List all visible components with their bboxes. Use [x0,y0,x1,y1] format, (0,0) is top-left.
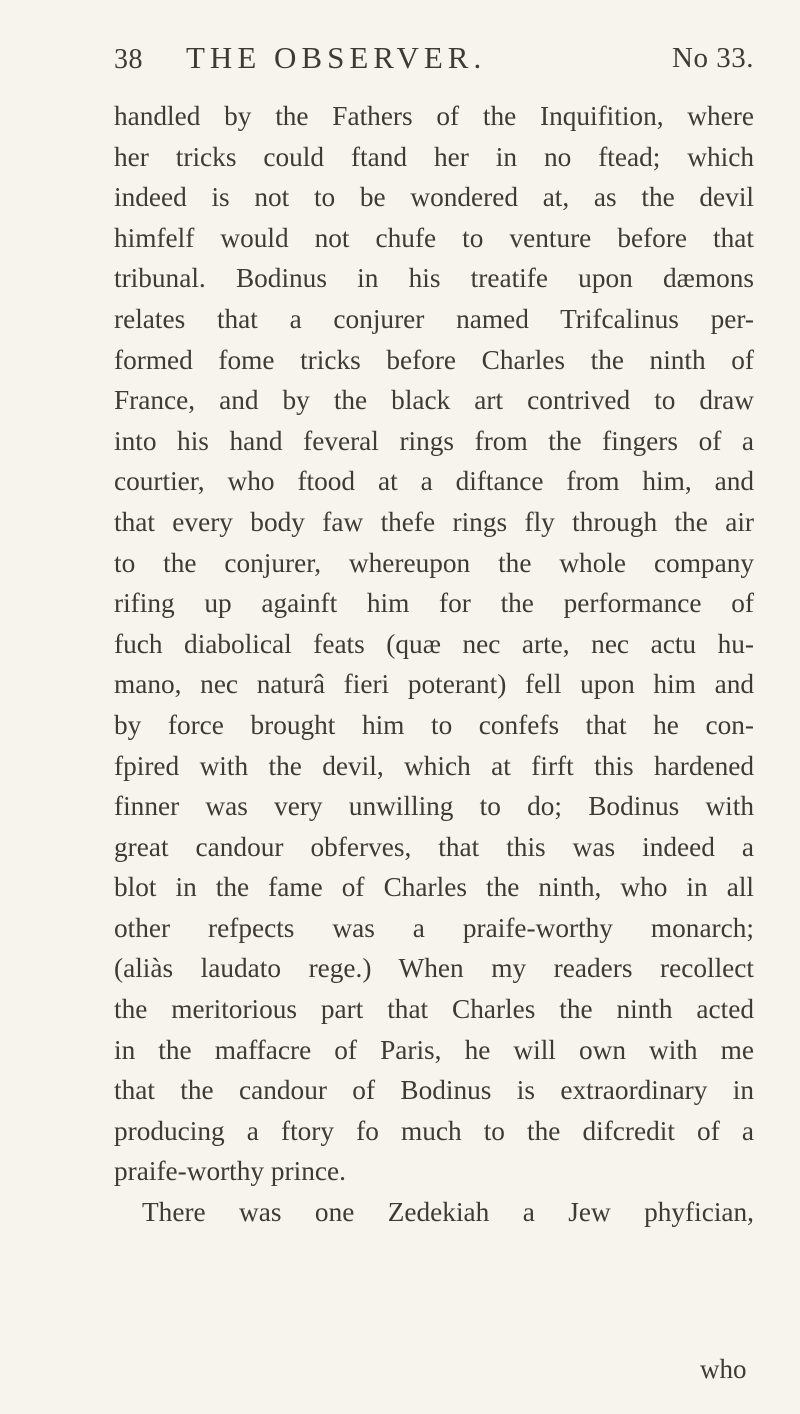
body-text [114,96,754,1233]
text-line: There was one Zedekiah a Jew phyfician, [142,1197,754,1228]
text-line: her tricks could ftand her in no ftead; which [114,141,754,172]
text-line: by force brought him to confefs that he con- [114,709,754,740]
text-line: France, and by the black art contrived to draw [114,385,754,416]
text-line: fuch diabolical feats (quæ nec arte, nec actu hu- [114,628,754,659]
text-line: courtier, who ftood at a diftance from him, and [114,466,754,497]
issue-number: No 33. [672,42,754,74]
text-line: into his hand feveral rings from the fingers of a [114,425,754,456]
text-line: mano, nec naturâ fieri poterant) fell upon him and [114,669,754,700]
text-line: praife-worthy prince. [114,1156,346,1187]
text-line: handled by the Fathers of the Inquifition, where [114,101,754,131]
running-head: THE OBSERVER. [186,40,487,75]
text-line: to the conjurer, whereupon the whole company [114,547,754,578]
text-line: finner was very unwilling to do; Bodinus with [114,791,754,822]
text-line: great candour obferves, that this was indeed a [114,831,754,862]
text-line: that every body faw thefe rings fly through the air [114,506,754,537]
text-line: (aliàs laudato rege.) When my readers recollect [114,953,754,984]
text-line: fpired with the devil, which at firft this hardened [114,750,754,781]
text-line: tribunal. Bodinus in his treatife upon dæmons [114,263,754,294]
text-line: indeed is not to be wondered at, as the devil [114,182,754,213]
text-line: in the maffacre of Paris, he will own with me [114,1034,754,1065]
text-line: blot in the fame of Charles the ninth, who in all [114,872,754,903]
text-line: relates that a conjurer named Trifcalinus per- [114,303,754,334]
catchword: who [700,1354,747,1384]
text-line: that the candour of Bodinus is extraordinary in [114,1075,754,1106]
text-line: the meritorious part that Charles the ninth acted [114,994,754,1025]
text-line: himfelf would not chufe to venture before that [114,222,754,253]
text-line: rifing up againft him for the performance of [114,588,754,619]
text-line: producing a ftory fo much to the difcredit of a [114,1115,754,1146]
page-number: 38 [114,44,143,75]
text-line: other refpects was a praife-worthy monarch; [114,912,754,943]
text-line: formed fome tricks before Charles the ninth of [114,344,754,375]
page-header [114,40,754,88]
